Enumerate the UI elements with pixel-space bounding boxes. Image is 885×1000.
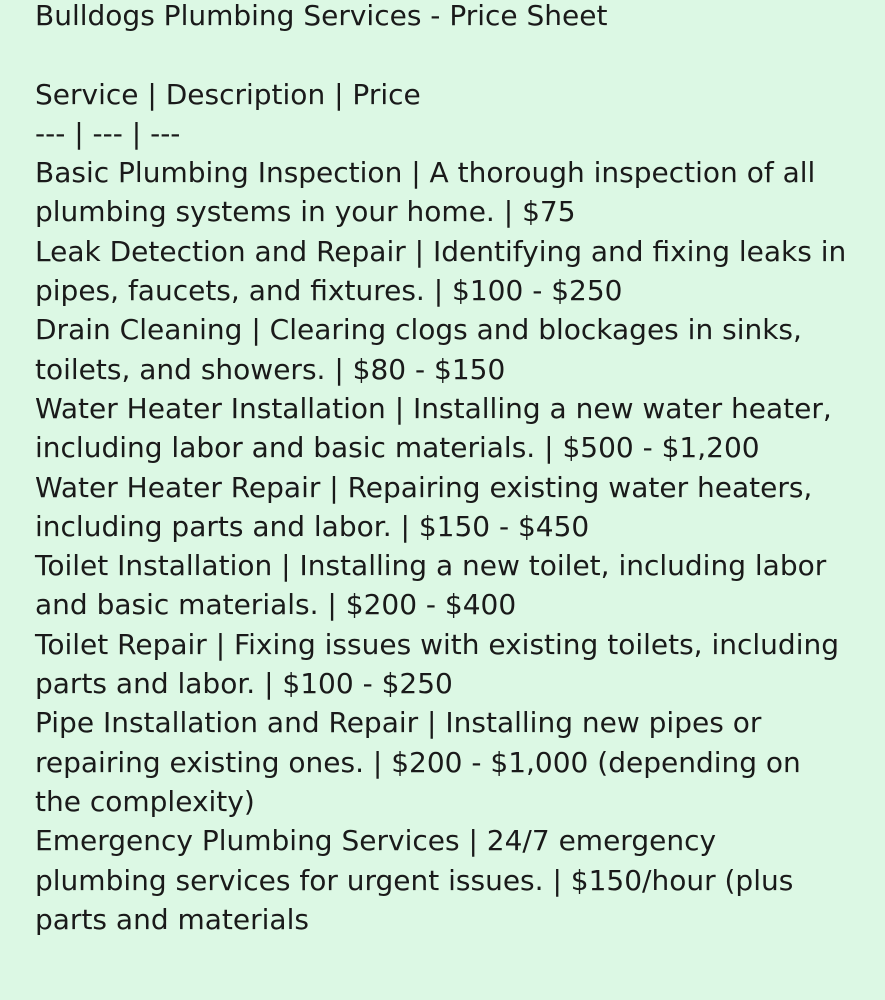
column-divider: |: [255, 667, 283, 701]
blank-line: [35, 35, 855, 74]
service-name: Pipe Installation and Repair: [35, 706, 419, 740]
service-price: $200 - $1,000 (depending on the complexity): [35, 745, 801, 818]
service-price: $100 - $250: [452, 274, 623, 308]
service-name: Toilet Installation: [35, 549, 273, 583]
price-table-rows: [35, 153, 855, 939]
service-price: $200 - $400: [345, 588, 517, 622]
column-divider: |: [543, 863, 571, 897]
service-name: Toilet Repair: [35, 627, 207, 661]
table-row: [35, 153, 855, 232]
service-price: $150 - $450: [418, 509, 590, 543]
column-divider: |: [272, 549, 300, 583]
service-name: Water Heater Repair: [35, 470, 321, 504]
service-description: Identifying and fixing leaks in pipes, faucets, and fixtures.: [35, 234, 847, 308]
service-description: Repairing existing water heaters, including parts and labor.: [35, 470, 813, 543]
service-name: Basic Plumbing Inspection: [35, 156, 403, 190]
column-divider: |: [364, 745, 392, 779]
service-description: Clearing clogs and blockages in sinks, toilets, and showers.: [35, 313, 802, 386]
table-row: [35, 389, 855, 468]
service-description: Installing new pipes or repairing existing ones.: [35, 706, 762, 779]
column-divider: |: [494, 195, 523, 229]
service-price: $100 - $250: [282, 667, 453, 701]
service-name: Emergency Plumbing Services: [35, 824, 460, 858]
column-divider: |: [242, 313, 270, 347]
service-description: 24/7 emergency plumbing services for urgent issues.: [35, 824, 717, 897]
table-separator-row: --- | --- | ---: [35, 116, 181, 150]
column-divider: |: [391, 509, 419, 543]
column-divider: |: [459, 824, 487, 858]
service-description: Installing a new toilet, including labor and basic materials.: [35, 549, 827, 622]
table-header-row: Service | Description | Price: [35, 77, 421, 111]
service-description: Installing a new water heater, including labor and basic materials.: [35, 391, 832, 465]
service-price: $80 - $150: [352, 352, 506, 386]
table-row: [35, 468, 855, 547]
column-divider: |: [206, 627, 235, 661]
service-name: Leak Detection and Repair: [35, 234, 406, 268]
service-description: A thorough inspection of all plumbing systems in your home.: [35, 156, 816, 229]
table-row: [35, 821, 855, 939]
column-divider: |: [320, 470, 348, 504]
column-divider: |: [424, 274, 453, 308]
document-title: Bulldogs Plumbing Services - Price Sheet: [35, 0, 608, 32]
table-row: [35, 625, 855, 704]
table-row: [35, 703, 855, 821]
table-row: [35, 232, 855, 311]
service-description: Fixing issues with existing toilets, including parts and labor.: [35, 627, 839, 701]
column-divider: |: [402, 156, 430, 190]
column-divider: |: [405, 234, 433, 268]
service-name: Drain Cleaning: [35, 313, 243, 347]
column-divider: |: [418, 706, 446, 740]
column-divider: |: [385, 391, 414, 425]
column-divider: |: [325, 352, 353, 386]
table-row: [35, 310, 855, 389]
service-price: $75: [522, 195, 576, 229]
table-row: [35, 546, 855, 625]
service-price: $500 - $1,200: [562, 431, 760, 465]
service-name: Water Heater Installation: [35, 391, 386, 425]
column-divider: |: [535, 431, 563, 465]
service-price: $150/hour (plus parts and materials: [35, 863, 794, 936]
column-divider: |: [318, 588, 346, 622]
